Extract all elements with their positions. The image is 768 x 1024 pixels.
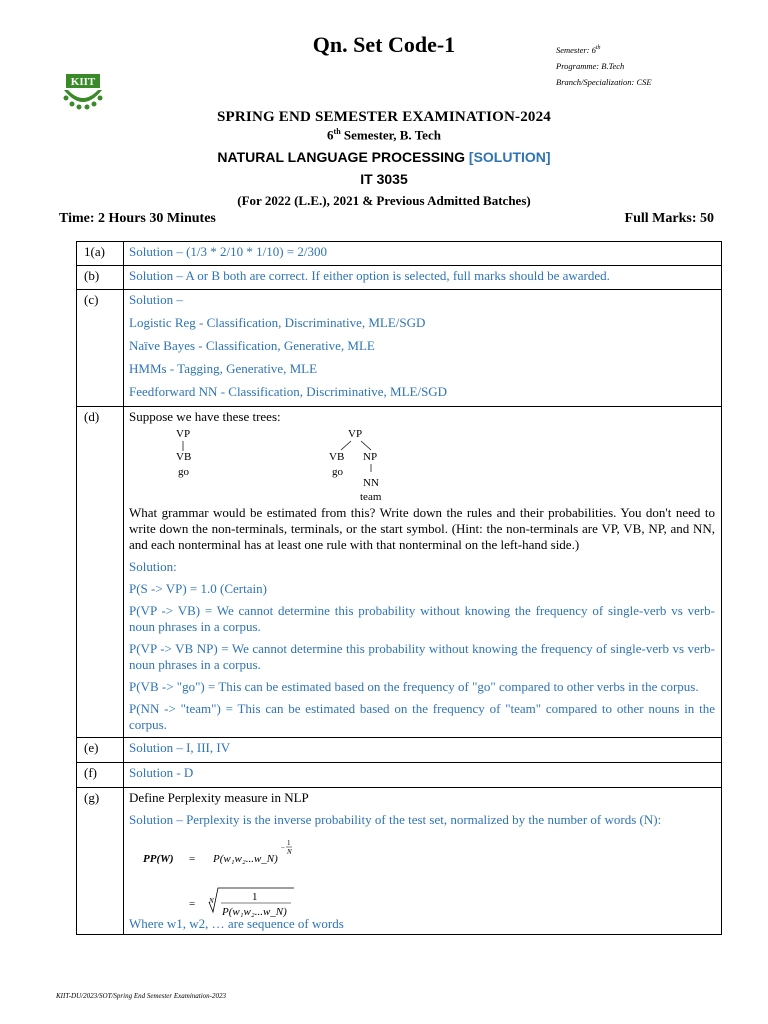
tree2-right-leaf: team (360, 491, 382, 503)
answer-1g (124, 788, 722, 935)
semester-meta: Semester: 6th (556, 44, 601, 55)
solution-tag: [SOLUTION] (468, 149, 551, 165)
svg-text:−: − (281, 844, 285, 852)
semester-line: 6th Semester, B. Tech (327, 127, 441, 143)
rule-nn-team: P(NN -> "team") = This can be estimated based on the frequency of "team" compared to other nouns in the corpus. (129, 701, 715, 732)
question-number: (b) (77, 266, 124, 290)
list-item: Feedforward NN - Classification, Discriminative, MLE/SGD (129, 384, 448, 399)
tree2-right-child: NN (363, 477, 379, 489)
row-1e (77, 738, 722, 763)
svg-text:P(w₁w₂...w_N): P(w₁w₂...w_N) (222, 906, 287, 918)
exam-title: SPRING END SEMESTER EXAMINATION-2024 (216, 109, 552, 125)
question-set-title: Qn. Set Code-1 (312, 32, 456, 57)
solution-heading: Solution – (129, 292, 183, 307)
answer-1b: Solution – A or B both are correct. If either option is selected, full marks should be awarded. (124, 266, 722, 290)
batches-line: (For 2022 (L.E.), 2021 & Previous Admitted Batches) (237, 193, 531, 208)
programme-meta: Programme: B.Tech (556, 60, 625, 71)
answer-1e: Solution – I, III, IV (124, 738, 722, 763)
kiit-logo (58, 70, 108, 110)
full-marks: Full Marks: 50 (624, 211, 714, 226)
question-number: 1(a) (77, 242, 124, 266)
rule-vp-vb: P(VP -> VB) = We cannot determine this probability without knowing the frequency of single-verb vs verb-noun phrases in a corpus. (129, 603, 715, 634)
answer-1c (124, 290, 722, 407)
footer-text: KIIT-DU/2023/SOT/Spring End Semester Examination-2023 (56, 992, 226, 1000)
branch-meta: Branch/Specialization: CSE (556, 76, 652, 87)
question-number: (g) (77, 788, 124, 935)
row-1a (77, 242, 722, 266)
solution-heading: Solution: (129, 559, 177, 574)
question-number: (e) (77, 738, 124, 763)
question-intro: Suppose we have these trees: (129, 409, 281, 424)
tree2-left: VB (329, 451, 345, 463)
svg-text:P(w₁w₂...w_N): P(w₁w₂...w_N) (213, 853, 278, 865)
rule-s-vp: P(S -> VP) = 1.0 (Certain) (129, 581, 267, 596)
solution-text: Solution – Perplexity is the inverse probability of the test set, normalized by the number of words (N): (129, 812, 662, 827)
tree2-root: VP (348, 428, 363, 440)
answer-1d (124, 407, 722, 738)
course-code: IT 3035 (360, 171, 408, 187)
tree2-left-leaf: go (332, 466, 343, 478)
question-prompt: Define Perplexity measure in NLP (129, 790, 309, 805)
list-item: Logistic Reg - Classification, Discriminative, MLE/SGD (129, 315, 426, 330)
question-number: (d) (77, 407, 124, 738)
tree1-leaf: go (178, 466, 189, 478)
list-item: Naïve Bayes - Classification, Generative, MLE (129, 338, 375, 353)
row-1c (77, 290, 722, 407)
question-number: (f) (77, 763, 124, 788)
row-1g (77, 788, 722, 935)
rule-vp-vb-np: P(VP -> VB NP) = We cannot determine this probability without knowing the frequency of single-verb vs verb-noun phrases in a corpus. (129, 641, 715, 672)
tree1-root: VP (176, 428, 191, 440)
subject-title: NATURAL LANGUAGE PROCESSING [SOLUTION] (217, 149, 551, 165)
svg-text:=: = (189, 898, 196, 910)
tree2-right: NP (363, 451, 378, 463)
svg-text:KIIT: KIIT (70, 76, 96, 88)
row-1b (77, 266, 722, 290)
exam-time: Time: 2 Hours 30 Minutes (59, 211, 216, 226)
tree1-child: VB (176, 451, 192, 463)
exam-meta (556, 40, 652, 90)
solution-table (76, 241, 722, 935)
svg-text:1: 1 (252, 891, 258, 903)
question-number: (c) (77, 290, 124, 407)
svg-text:=: = (189, 853, 196, 865)
svg-text:PP(W): PP(W) (143, 853, 174, 865)
row-1f (77, 763, 722, 788)
row-1d (77, 407, 722, 738)
rule-vb-go: P(VB -> "go") = This can be estimated based on the frequency of "go" compared to other verbs in the corpus. (129, 679, 699, 694)
answer-1a: Solution – (1/3 * 2/10 * 1/10) = 2/300 (124, 242, 722, 266)
answer-1f: Solution - D (124, 763, 722, 788)
svg-text:N: N (209, 897, 214, 905)
perplexity-formula (129, 828, 715, 918)
svg-text:N: N (287, 848, 292, 856)
parse-trees (129, 425, 715, 503)
svg-text:1: 1 (287, 839, 291, 847)
where-text: Where w1, w2, … are sequence of words (129, 916, 344, 931)
list-item: HMMs - Tagging, Generative, MLE (129, 361, 318, 376)
question-text: What grammar would be estimated from this? Write down the rules and their probabilities. You don't need to write down the non-terminals, terminals, or the start symbol. (Hint: the non-terminals are VP, VB, NP, and NN, and each nonterminal has at least one rule with that nonterminal on the left-hand side.) (129, 505, 715, 552)
